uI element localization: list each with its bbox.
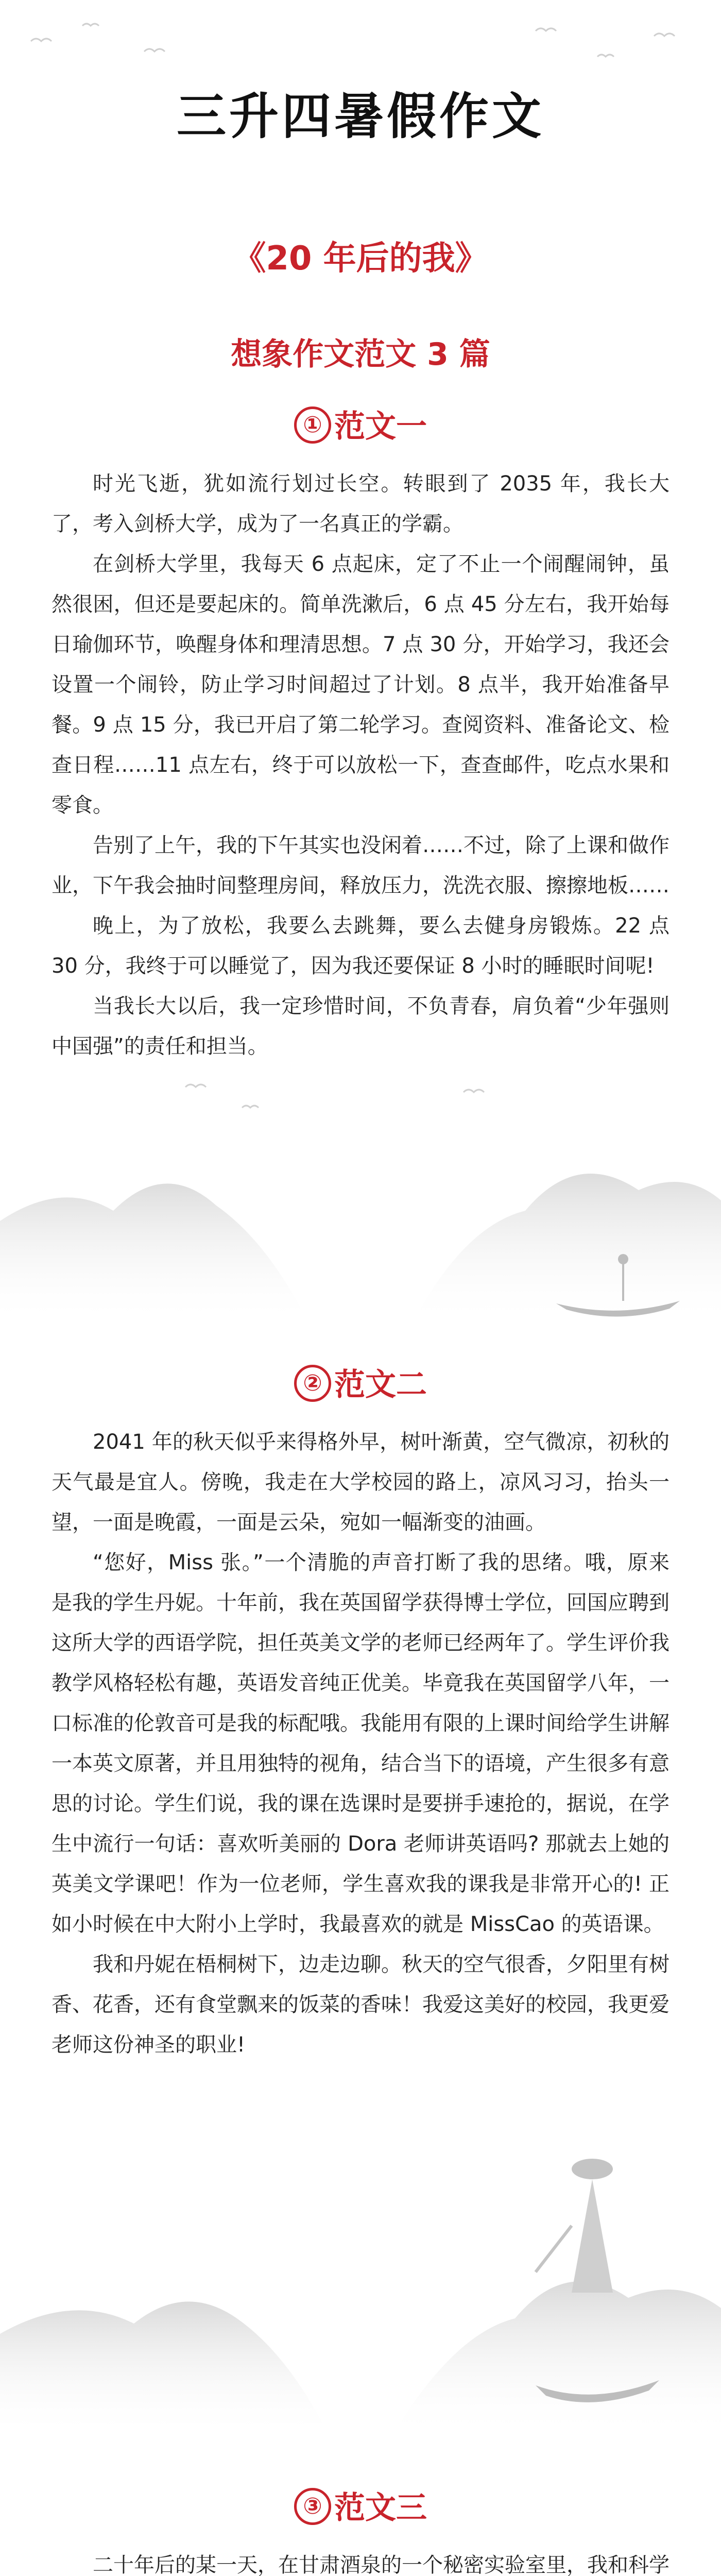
- section-2-heading: [0, 1360, 721, 1405]
- paragraph: “您好，Miss 张。”一个清脆的声音打断了我的思绪。哦，原来是我的学生丹妮。十年前，我在英国留学获得博士学位，回国应聘到这所大学的西语学院，担任英美文学的老师已经两年了。学生评价我教学风格轻松有趣，英语发音纯正优美。毕竟我在英国留学八年，一口标准的伦敦音可是我的标配哦。我能用有限的上课时间给学生讲解一本英文原著，并且用独特的视角，结合当下的语境，产生很多有意思的讨论。学生们说，我的课在选课时是要拼手速抢的，据说，在学生中流行一句话：喜欢听美丽的 Dora 老师讲英语吗? 那就去上她的英美文学课吧！作为一位老师，学生喜欢我的课我是非常开心的! 正如小时候在中大附小上学时，我最喜欢的就是 MissCao 的英语课。: [52, 1551, 670, 1936]
- section-2-number: ②: [294, 1365, 331, 1402]
- ink-landscape-decoration: [0, 1056, 721, 1324]
- paragraph: 在剑桥大学里，我每天 6 点起床，定了不止一个闹醒闹钟，虽然很困，但还是要起床的。简单洗漱后，6 点 45 分左右，我开始每日瑜伽环节，唤醒身体和理清思想。7 点 30 分，开始学习，我还会设置一个闹铃，防止学习时间超过了计划。8 点半，我开始准备早餐。9 点 15 分，我已开启了第二轮学习。查阅资料、准备论文、检查日程……11 点左右，终于可以放松一下，查查邮件，吃点水果和零食。: [52, 552, 670, 817]
- section-2-label: 范文二: [334, 1367, 427, 1403]
- essay-topic: 《20 年后的我》: [233, 240, 488, 278]
- paragraph: 告别了上午，我的下午其实也没闲着……不过，除了上课和做作业，下午我会抽时间整理房间，释放压力，洗洗衣服、擦擦地板……: [52, 834, 670, 897]
- section-3-number: ③: [294, 2488, 331, 2525]
- section-1-number: ①: [294, 406, 331, 444]
- section-3-heading: [0, 2483, 721, 2528]
- section-3-label: 范文三: [334, 2490, 427, 2526]
- section-1-label: 范文一: [334, 409, 427, 445]
- paragraph: 晚上，为了放松，我要么去跳舞，要么去健身房锻炼。22 点 30 分，我终于可以睡觉了，因为我还要保证 8 小时的睡眠时间呢!: [52, 914, 670, 978]
- page-title: 三升四暑假作文: [177, 88, 544, 145]
- paragraph: 时光飞逝，犹如流行划过长空。转眼到了 2035 年，我长大了，考入剑桥大学，成为了一名真正的学霸。: [52, 472, 670, 536]
- birds-decoration: [21, 10, 700, 82]
- section-1-body: [52, 464, 670, 1066]
- section-3-body: [52, 2545, 670, 2576]
- section-1-heading: [0, 402, 721, 447]
- paragraph: 我和丹妮在梧桐树下，边走边聊。秋天的空气很香，夕阳里有树香、花香，还有食堂飘来的饭菜的香味！我爱这美好的校园，我更爱老师这份神圣的职业!: [52, 1953, 670, 2057]
- section-2-body: [52, 1422, 670, 2065]
- paragraph: 当我长大以后，我一定珍惜时间，不负青春，肩负着“少年强则中国强”的责任和担当。: [52, 994, 670, 1058]
- swordsman-figure-icon: [515, 2138, 670, 2416]
- paragraph: 二十年后的某一天，在甘肃酒泉的一个秘密实验室里，我和科学: [93, 2553, 670, 2576]
- ink-landscape-decoration: [0, 2148, 721, 2437]
- essay-collection-label: 想象作文范文 3 篇: [231, 336, 490, 372]
- boat-icon: [546, 1252, 690, 1324]
- paragraph: 2041 年的秋天似乎来得格外早，树叶渐黄，空气微凉，初秋的天气最是宜人。傍晚，我走在大学校园的路上，凉风习习，抬头一望，一面是晚霞，一面是云朵，宛如一幅渐变的油画。: [52, 1430, 670, 1534]
